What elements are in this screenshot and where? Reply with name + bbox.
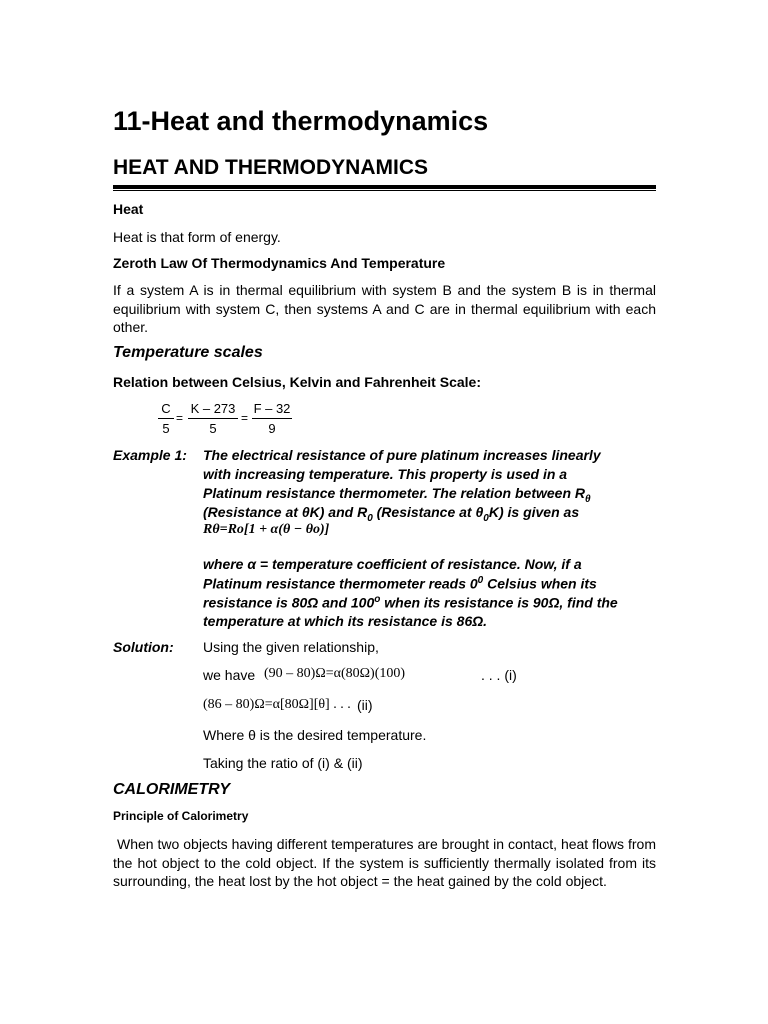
zeroth-law-text: If a system A is in thermal equilibrium with system B and the system B is in thermal equilibrium with system C, then systems A and C are in thermal equilibrium with each other.	[113, 282, 656, 335]
fraction-3-numerator: F – 32	[253, 401, 291, 416]
example-line-5: where α = temperature coefficient of resistance. Now, if a	[203, 556, 582, 572]
fraction-2-bar	[188, 418, 238, 419]
example-line-3-text: Platinum resistance thermometer. The relation between R	[203, 485, 585, 501]
equation-1-tag: . . . (i)	[481, 667, 517, 683]
theta-subscript: θ	[585, 493, 591, 505]
example-line-6-text: Platinum resistance thermometer reads 0	[203, 575, 478, 592]
equation-1: (90 – 80)Ω=α(80Ω)(100)	[264, 666, 406, 681]
resistance-formula: Rθ=Ro[1 + α(θ − θo)]	[203, 522, 330, 537]
solution-line-1: Using the given relationship,	[203, 639, 379, 655]
heat-text: Heat is that form of energy.	[113, 229, 281, 245]
equals-sign-1: =	[176, 411, 184, 425]
equals-sign-2: =	[241, 411, 249, 425]
fraction-3-denominator: 9	[268, 421, 276, 436]
example-line-7-end: when its resistance is 90Ω, find the	[380, 594, 618, 611]
example-line-4-end: K) is given as	[488, 504, 580, 520]
fraction-2-denominator: 5	[209, 421, 217, 436]
example-line-3	[203, 485, 591, 505]
fraction-1-bar	[158, 418, 174, 419]
example-line-7	[203, 594, 618, 611]
solution-label: Solution:	[113, 639, 174, 655]
temperature-scales-heading: Temperature scales	[113, 344, 263, 361]
calorimetry-subheading: Principle of Calorimetry	[113, 809, 249, 823]
section-heading: HEAT AND THERMODYNAMICS	[113, 156, 428, 179]
example-line-4	[203, 504, 579, 524]
heat-heading: Heat	[113, 201, 144, 217]
solution-line-4: Where θ is the desired temperature.	[203, 727, 427, 743]
example-line-4-middle: (Resistance at θ	[372, 504, 484, 520]
fraction-1-numerator: C	[161, 401, 171, 416]
equation-2-tag: (ii)	[357, 697, 373, 713]
heading-rule-thin	[113, 190, 656, 191]
example-line-7-text: resistance is 80Ω and 100	[203, 594, 375, 611]
theta0-subscript: 0	[483, 512, 489, 524]
solution-we-have: we have	[203, 667, 256, 683]
degree-superscript: o	[374, 594, 381, 605]
heading-rule	[113, 185, 656, 189]
example-label: Example 1:	[113, 447, 187, 463]
zero-superscript: 0	[477, 575, 484, 586]
temperature-relation-formula	[150, 398, 310, 440]
r0-subscript: 0	[367, 512, 373, 524]
zeroth-law-heading: Zeroth Law Of Thermodynamics And Temperature	[113, 255, 446, 271]
relation-heading: Relation between Celsius, Kelvin and Fahrenheit Scale:	[113, 374, 481, 390]
fraction-1-denominator: 5	[162, 421, 170, 436]
fraction-3-bar	[252, 418, 292, 419]
example-line-6	[203, 575, 597, 592]
example-line-6-end: Celsius when its	[483, 575, 597, 592]
equation-2: (86 – 80)Ω=α[80Ω][θ] . . .	[203, 697, 351, 712]
example-line-8: temperature at which its resistance is 86Ω.	[203, 613, 488, 629]
calorimetry-text: When two objects having different temperatures are brought in contact, heat flows from the hot object to the cold object. If the system is sufficiently thermally isolated from its surrounding, the heat lost by the hot object = the heat gained by the cold object.	[113, 836, 656, 889]
page-title: 11-Heat and thermodynamics	[113, 106, 489, 136]
example-line-1: The electrical resistance of pure platinum increases linearly	[203, 447, 601, 463]
example-line-2: with increasing temperature. This property is used in a	[203, 466, 568, 482]
solution-line-5: Taking the ratio of (i) & (ii)	[203, 755, 363, 771]
calorimetry-heading: CALORIMETRY	[113, 781, 231, 798]
example-line-4-text: (Resistance at θK) and R	[203, 504, 368, 520]
fraction-2-numerator: K – 273	[190, 401, 236, 416]
